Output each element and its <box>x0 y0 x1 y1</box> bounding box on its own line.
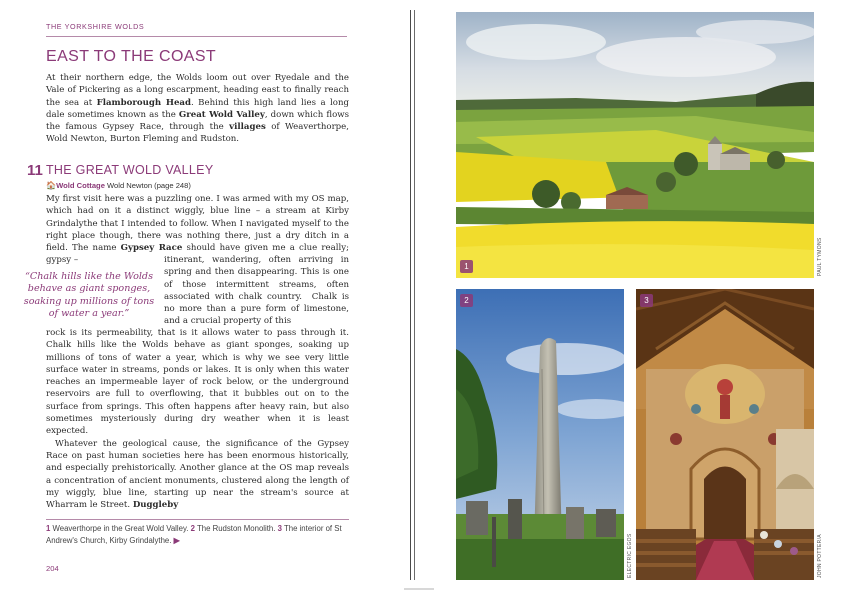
caption-num-3: 3 <box>277 524 282 533</box>
photo-rudston-monolith <box>456 289 624 580</box>
body2-text-b: Whatever the geological cause, the significance of the Gypsey Race on past human societies here has been enormous historically, and especially prehistorically. Another glance at the OS map reveals a concentration of ancient monuments, clustered along the length of my wiggly, blue line, starting up near the stream's source at Wharram le Street. <box>46 438 349 511</box>
ref-place-rest: Wold Newton (page 248) <box>104 181 191 190</box>
page-number: 204 <box>46 564 59 573</box>
photo-weaverthorpe <box>456 12 814 278</box>
photo-badge-1: 1 <box>460 260 473 273</box>
accommodation-ref <box>46 181 191 190</box>
photo-badge-2: 2 <box>460 294 473 307</box>
intro-bold-valley: Great Wold Valley <box>178 109 265 120</box>
caption-num-2: 2 <box>190 524 195 533</box>
body2-bold-duggleby: Duggleby <box>132 500 179 511</box>
section-title: EAST TO THE COAST <box>46 48 217 65</box>
body2-text-a: rock is its permeability, that is it allows water to pass through it. Chalk hills like the Wolds behave as giant sponges, soaking up millions of tons of water a year, which is why we see very little surface water in streams, ponds or lakes. It is only when this water reaches an impermeable layer of rock below, or the underground reservoirs are full to overflowing, that it bubbles out on to the surface from springs. This often happens after heavy rain, but also sometimes mysteriously during dry weather when it is least expected. <box>46 328 349 437</box>
item-number: 11 <box>27 162 43 179</box>
body1-text-a: My first visit here was a puzzling one. I was armed with my OS map, which had on it a distinct wiggly, blue line – a stream at Kirby Grindalythe that I intended to follow. When I navigated myself to the right place though, there was nothing there, just a dry ditch in a field. The name <box>46 194 349 254</box>
photo-badge-3: 3 <box>640 294 653 307</box>
caption-text-3: The interior of St Andrew's Church, Kirby Grindalythe. <box>46 524 342 545</box>
intro-text-2: . Behind this high land lies a long dale sometimes known as the <box>46 97 349 120</box>
ref-place-bold: Wold Cottage <box>56 181 105 190</box>
landscape-illustration <box>456 12 814 278</box>
monolith-illustration <box>456 289 624 580</box>
photo-captions <box>46 523 349 547</box>
spine-line-right <box>414 10 415 580</box>
church-illustration <box>636 289 814 580</box>
photo-credit-3: JOHN POTTER/A <box>817 534 823 578</box>
intro-bold-flamborough: Flamborough Head <box>96 97 191 108</box>
left-page <box>0 0 414 595</box>
home-icon: 🏠 <box>46 181 56 190</box>
body-split-column: itinerant, wandering, often arriving in spring and then disappearing. This is one of those intermittent streams, often associated with chalk country. Chalk is no more than a pure form of limestone, and a crucial property of this <box>164 255 349 327</box>
caption-rule <box>46 519 349 520</box>
intro-text-4: of Weaverthorpe, Wold Newton, Burton Fleming and Rudston. <box>46 122 350 145</box>
photo-credit-2: ELECTRIC EGOS <box>627 533 633 578</box>
body-paragraph-2 <box>46 327 349 511</box>
header-rule <box>46 36 347 37</box>
caption-text-2: The Rudston Monolith. <box>194 524 278 533</box>
body1-text-c: should have given me a clue really; gypsy – <box>46 243 349 266</box>
photo-credit-1: PAUL TYMONS <box>817 237 823 276</box>
item-title: THE GREAT WOLD VALLEY <box>46 163 214 177</box>
caption-text-1: Weaverthorpe in the Great Wold Valley. <box>50 524 191 533</box>
running-head: THE YORKSHIRE WOLDS <box>46 22 145 31</box>
intro-paragraph <box>46 72 349 146</box>
intro-text-1: At their northern edge, the Wolds loom out over Ryedale and the Vale of Pickering as a long escarpment, heading east to finally reach the sea at <box>46 73 349 108</box>
pull-quote: “Chalk hills like the Wolds behave as giant sponges, soaking up millions of tons of water a year.” <box>23 271 155 320</box>
spine-line-left <box>410 10 411 580</box>
intro-text-3: , down which flows the famous Gypsey Race, through the <box>46 109 350 133</box>
continue-arrow-icon: ▶ <box>173 536 180 545</box>
caption-num-1: 1 <box>46 524 51 533</box>
intro-bold-villages: villages <box>229 122 266 133</box>
gutter-mark <box>404 588 434 590</box>
body1-bold-gypsey: Gypsey Race <box>120 243 183 254</box>
photo-church-interior <box>636 289 814 580</box>
